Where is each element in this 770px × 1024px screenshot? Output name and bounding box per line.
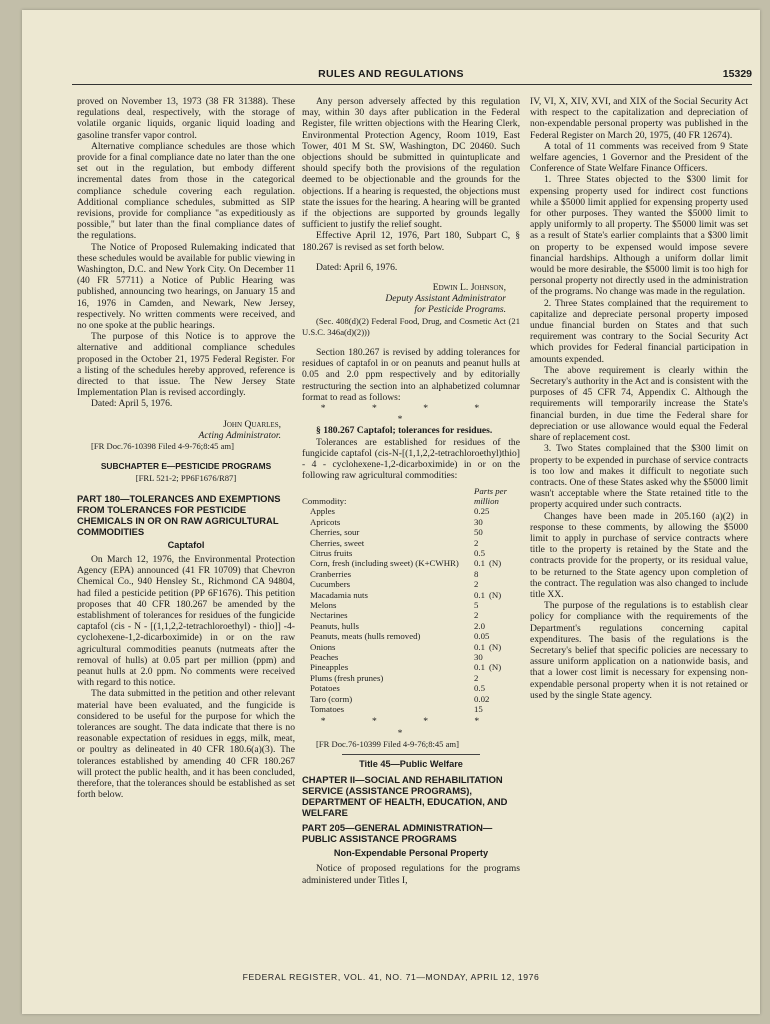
- commodity-name: Macadamia nuts: [310, 589, 368, 600]
- frl-line: [FRL 521-2; PP6F1676/R87]: [135, 472, 237, 483]
- paragraph: Changes have been made in 205.160 (a)(2) in response to these comments, by allowing the $5000 limit to apply in purchase of service contracts where title to the property is retained by the State and the contracts provide for the property, or its residual value, to be returned to the State agency upon completion of the contract. The regulation was also changed to include title XX.: [530, 510, 748, 600]
- running-title: RULES AND REGULATIONS: [318, 68, 464, 80]
- commodity-name: Apples: [310, 506, 335, 517]
- table-row: [302, 538, 520, 548]
- header-rule: [72, 84, 752, 85]
- tolerance-value: 0.1: [474, 589, 485, 600]
- tolerance-value: 2: [474, 537, 479, 548]
- table-row: [302, 631, 520, 641]
- table-header-commodity: Commodity:: [302, 495, 347, 506]
- table-row: [302, 673, 520, 683]
- paragraph: proved on November 13, 1973 (38 FR 31388). These regulations deal, respectively, with the storage of volatile organic liquids, organic liquid loading and gasoline transfer vapor control.: [77, 96, 295, 141]
- tolerance-value: 15: [474, 704, 483, 715]
- table-row: [302, 517, 520, 527]
- table-row: [302, 662, 520, 672]
- commodity-name: Nectarines: [310, 610, 348, 621]
- ellipsis-stars: * * * * *: [320, 403, 502, 426]
- signature-title: Deputy Assistant Administrator: [385, 293, 506, 305]
- tolerance-value: 0.1: [474, 662, 485, 673]
- tolerance-value: 0.5: [474, 683, 485, 694]
- table-row: [302, 694, 520, 704]
- signature-name: Edwin L. Johnson,: [432, 282, 506, 294]
- subchapter-heading: SUBCHAPTER E—PESTICIDE PROGRAMS: [100, 461, 272, 472]
- divider: [342, 754, 480, 755]
- paragraph: A total of 11 comments was received from 9 State welfare agencies, 1 Governor and the President of the Conference of State Welfare Finance Officers.: [530, 140, 748, 175]
- paragraph: On March 12, 1976, the Environmental Protection Agency (EPA) announced (41 FR 10709) that Chevron Chemical Co., 940 Hensley St., Richmond CA 94804, had filed a pesticide petition (PP 6F1676). This petition proposes that 40 CFR 180.267 be amended by the establishment of tolerances for residues of the fungicide captafol (cis - N - [(1,1,2,2-tetrachloroethyl) - thio]] -4-cyclohexene-1,2-dicarboximide) in or on the raw agricultural commodities peanuts (nutmeats after the removal of hulls) at 0.05 part per million (ppm) and peanut hulls at 2.0 ppm. No comments were received with regard to this notice.: [77, 553, 295, 689]
- commodity-name: Potatoes: [310, 683, 340, 694]
- tolerance-value: 5: [474, 599, 479, 610]
- title-heading: Title 45—Public Welfare: [359, 759, 463, 770]
- signature-title: for Pesticide Programs.: [414, 304, 506, 316]
- commodity-name: Melons: [310, 599, 337, 610]
- table-row: [302, 548, 520, 558]
- document-page: [22, 10, 760, 1014]
- commodity-name: Tomatoes: [310, 704, 345, 715]
- table-row: [302, 621, 520, 631]
- table-row: [302, 590, 520, 600]
- paragraph: Notice of proposed regulations for the programs administered under Titles I,: [302, 863, 520, 886]
- tolerance-note: (N): [489, 641, 502, 652]
- paragraph: The purpose of the regulations is to establish clear policy for compliance with the requirements of the Department's regulations concerning capital expenditures. The basis of the regulations is the Secretary's belief that specific policies are necessary to assure uniform application on a nationwide basis, and that a lower cost limit is necessary for expensing non-expendable personal property when it is not retained or used by the single State agency.: [530, 600, 748, 701]
- commodity-name: Cherries, sweet: [310, 537, 365, 548]
- commodity-name: Plums (fresh prunes): [310, 672, 384, 683]
- table-row: [302, 704, 520, 714]
- tolerance-value: 2: [474, 579, 479, 590]
- dated-line: Dated: April 6, 1976.: [316, 261, 398, 273]
- tolerance-value: 2: [474, 672, 479, 683]
- part-heading: PART 180—TOLERANCES AND EXEMPTIONS FROM TOLERANCES FOR PESTICIDE CHEMICALS IN OR ON RAW AGRICULTURAL COMMODITIES: [77, 492, 281, 537]
- paragraph: Alternative compliance schedules are those which provide for a final compliance date no later than the one set out in the regulation, but embody different incremental dates from those in the categorical compliance schedule covering each regulation. Additional compliance schedules, submitted as SIP revisions, provide for compliance "as expeditiously as possible," but later than the final compliance dates of the regulations.: [77, 140, 295, 242]
- tolerance-table: [302, 486, 520, 715]
- page-footer: FEDERAL REGISTER, VOL. 41, NO. 71—MONDAY, APRIL 12, 1976: [242, 972, 540, 982]
- table-row: [302, 683, 520, 693]
- section-title: Captafol; tolerances for residues.: [356, 425, 493, 437]
- table-header-million: million: [474, 495, 499, 506]
- commodity-name: Pineapples: [310, 662, 349, 673]
- tolerance-value: 30: [474, 652, 483, 662]
- tolerance-value: 0.5: [474, 547, 485, 558]
- part-heading: PART 205—GENERAL ADMINISTRATION—PUBLIC ASSISTANCE PROGRAMS: [302, 822, 493, 845]
- tolerance-note: (N): [489, 558, 502, 569]
- commodity-name: Cherries, sour: [310, 527, 360, 538]
- tolerance-value: 0.25: [474, 506, 490, 517]
- section-number: § 180.267: [316, 425, 355, 437]
- running-header: [22, 68, 760, 84]
- paragraph: 1. Three States objected to the $300 limit for expensing property used for indirect cost functions while a $5000 limit applied for expensing property used for other purposes. They wanted the $5000 limit to apply uniformly to all property. The $5000 limit was set as a result of State's earlier complaints that a $300 limit on property to be expensed would impose severe financial hardships. Although a uniform dollar limit would be more desirable, the $5000 limit is too high for personal property not directly used in the administration of the programs. No change was made in the regulation.: [530, 174, 748, 298]
- authority-line: (Sec. 408(d)(2) Federal Food, Drug, and Cosmetic Act (21 U.S.C. 346a(d)(2))): [302, 315, 520, 337]
- column-1: [77, 96, 295, 800]
- tolerance-value: 0.1: [474, 641, 485, 652]
- paragraph: The data submitted in the petition and other relevant material have been evaluated, and the fungicide is considered to be useful for the purpose for which the tolerances are sought. The data indicate that there is no reasonable expectation of residues in eggs, milk, meat, or poultry as delineated in 40 CFR 180.6(a)(3). The tolerances established by amending 40 CFR 180.267 will protect the public health, and it has been concluded, therefore, that the tolerances should be established as set forth below.: [77, 688, 295, 801]
- tolerance-note: (N): [489, 589, 502, 600]
- table-row: [302, 600, 520, 610]
- table-row: [302, 642, 520, 652]
- paragraph: Tolerances are established for residues of the fungicide captafol (cis-N-[(1,1,2,2-tetrachloroethyl)thio] - 4 - cyclohexene-1,2-dicarboximide) in or on the following raw agricultural commodities:: [302, 436, 520, 482]
- fr-doc-line: [FR Doc.76-10398 Filed 4-9-76;8:45 am]: [91, 441, 234, 452]
- table-row: [302, 558, 520, 568]
- commodity-name: Taro (corm): [310, 693, 353, 704]
- table-row: [302, 579, 520, 589]
- paragraph: Effective April 12, 1976, Part 180, Subpart C, § 180.267 is revised as set forth below.: [302, 230, 520, 253]
- signature-name: John Quarles,: [223, 418, 281, 430]
- commodity-name: Cranberries: [310, 568, 352, 579]
- ellipsis-stars: * * * * *: [320, 716, 502, 739]
- table-row: [302, 506, 520, 516]
- paragraph: IV, VI, X, XIV, XVI, and XIX of the Social Security Act with respect to the capitalization and depreciation of non-expendable personal property was published in the Federal Register on March 20, 1975, (40 FR 12674).: [530, 96, 748, 141]
- commodity-name: Onions: [310, 641, 336, 652]
- table-header-parts: Parts per: [474, 485, 507, 496]
- paragraph: The above requirement is clearly within the Secretary's authority in the Act and is consistent with the purposes of 45 CFR 74, Appendix C. Although the requirements will temporarily increase the State's financial burden, in due time the Federal share for depreciation or use allowance would equal the Federal share of replacement cost.: [530, 364, 748, 444]
- paragraph: The Notice of Proposed Rulemaking indicated that these schedules would be available for public viewing in Washington, D.C. and New York City. On December 11 (40 FR 57711) a Notice of Public Hearing was published, announcing two hearings, on January 15 and 16, 1976 in Camden, and Newark, New Jersey, respectively. No written comments were received, and no one spoke at the public hearings.: [77, 241, 295, 332]
- commodity-name: Cucumbers: [310, 579, 351, 590]
- tolerance-value: 30: [474, 516, 483, 527]
- paragraph: 2. Three States complained that the requirement to capitalize and depreciate personal property imposed undue financial burden on States and that such requirement was contrary to the Social Security Act which provides for Federal financial participation in amounts expended.: [530, 297, 748, 365]
- commodity-name: Citrus fruits: [310, 547, 353, 558]
- tolerance-note: (N): [489, 662, 502, 673]
- signature-title: Acting Administrator.: [198, 429, 281, 441]
- page-number: 15329: [722, 68, 752, 80]
- table-row: [302, 610, 520, 620]
- table-row: [302, 569, 520, 579]
- commodity-name: Peanuts, hulls: [310, 620, 359, 631]
- column-3: [530, 96, 748, 701]
- commodity-name: Peaches: [310, 652, 339, 662]
- captafol-heading: Captafol: [167, 539, 205, 550]
- tolerance-value: 2: [474, 610, 479, 621]
- commodity-name: Peanuts, meats (hulls removed): [310, 631, 421, 642]
- tolerance-value: 8: [474, 568, 479, 579]
- fr-doc-line: [FR Doc.76-10399 Filed 4-9-76;8:45 am]: [316, 738, 459, 749]
- paragraph: Section 180.267 is revised by adding tolerances for residues of captafol in or on peanuts and peanut hulls at 0.05 and 2.0 ppm respectively and by editorially restructuring the section into an alphabetized columnar format to read as follows:: [302, 347, 520, 403]
- paragraph: 3. Two States complained that the $300 limit on property to be expended in purchase of service contracts is too low and makes it difficult to negotiate such contracts. One of these States asked why the $5000 limit wasn't acceptable where the State retained title to the property acquired under such contracts.: [530, 443, 748, 511]
- table-row: [302, 652, 520, 662]
- tolerance-value: 0.1: [474, 558, 485, 569]
- paragraph: The purpose of this Notice is to approve the alternative and additional compliance schedules proposed in the October 21, 1975 Federal Register. For a listing of the schedules hereby approved, reference is directed to that issue. The New Jersey State Implementation Plan is revised accordingly.: [77, 331, 295, 399]
- commodity-name: Apricots: [310, 516, 341, 527]
- tolerance-value: 0.05: [474, 631, 490, 642]
- dated-line: Dated: April 5, 1976.: [91, 398, 173, 410]
- commodity-name: Corn, fresh (including sweet) (K+CWHR): [310, 558, 459, 569]
- chapter-heading: CHAPTER II—SOCIAL AND REHABILITATION SERVICE (ASSISTANCE PROGRAMS), DEPARTMENT OF HEALTH, EDUCATION, AND WELFARE: [302, 774, 508, 819]
- tolerance-value: 0.02: [474, 693, 490, 704]
- tolerance-value: 2.0: [474, 620, 485, 631]
- subject-heading: Non-Expendable Personal Property: [333, 848, 489, 859]
- table-row: [302, 527, 520, 537]
- tolerance-value: 50: [474, 527, 483, 538]
- column-2: [302, 96, 520, 886]
- paragraph: Any person adversely affected by this regulation may, within 30 days after publication in the Federal Register, file written objections with the Hearing Clerk, Environmental Protection Agency, Room 1019, East Tower, 401 M St. SW, Washington, DC 20460. Such objections should be submitted in quintuplicate and should specify both the provisions of the regulation deemed to be objectionable and the grounds for the objections. If a hearing is requested, the objections must state the issues for the hearing. A hearing will be granted if the objections are supported by grounds legally sufficient to justify the relief sought.: [302, 96, 520, 231]
